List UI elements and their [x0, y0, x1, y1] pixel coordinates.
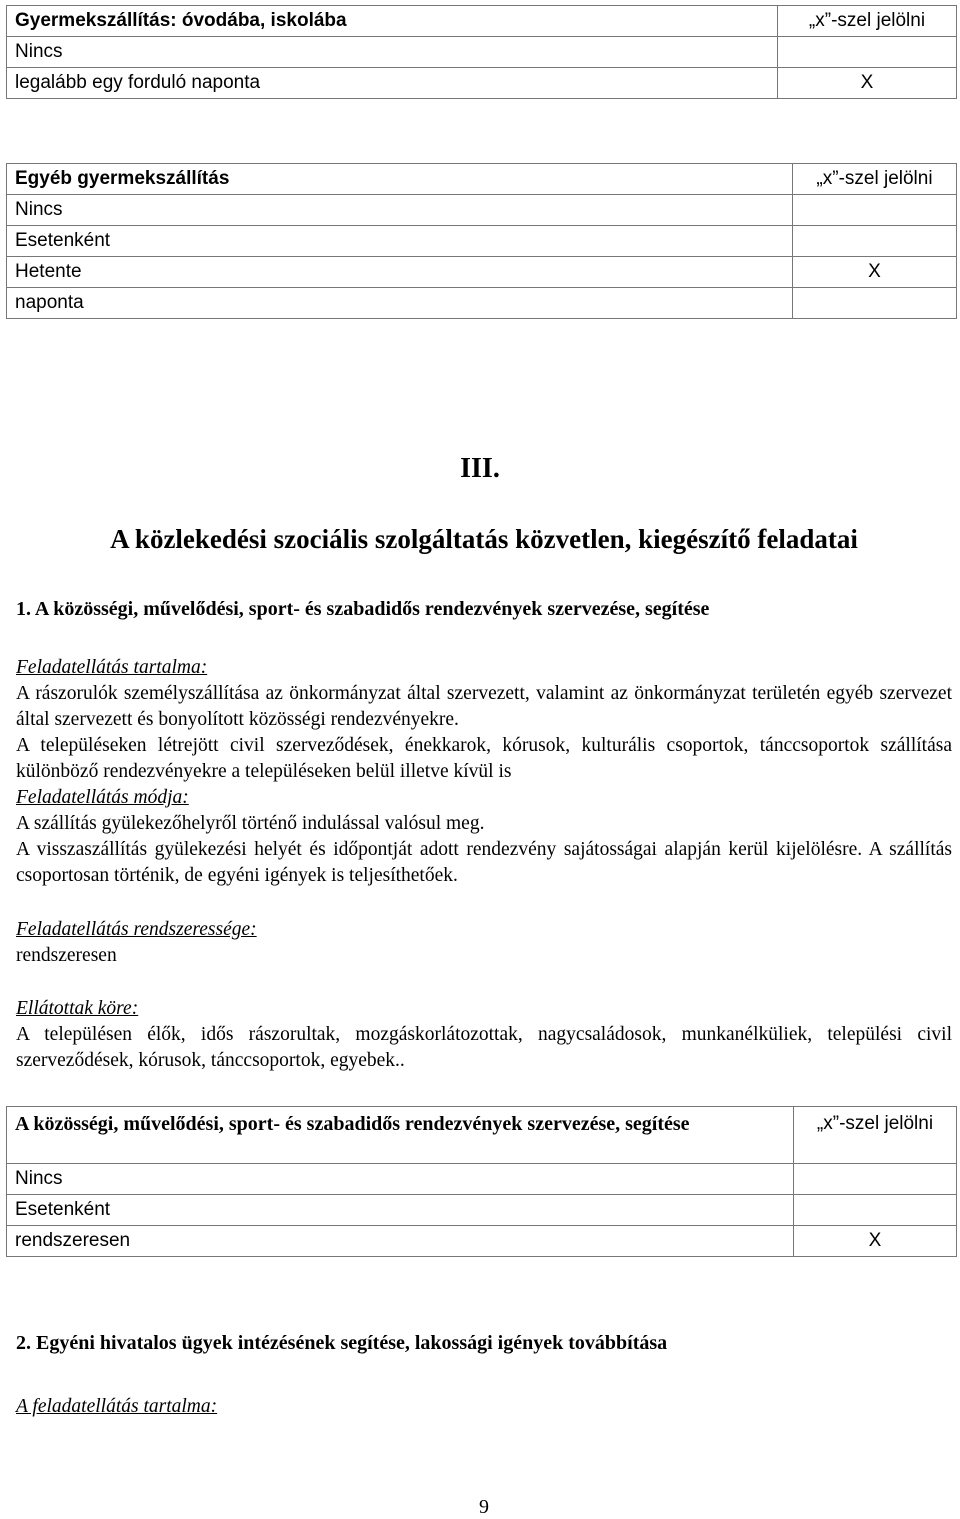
- section-2-body: [16, 1394, 952, 1420]
- table-row: [7, 1164, 957, 1195]
- section-2-title: 2. Egyéni hivatalos ügyek intézésének segítése, lakossági igények továbbítása: [16, 1332, 668, 1354]
- option-label: Esetenként: [7, 226, 793, 257]
- option-mark: X: [793, 257, 957, 288]
- option-mark: X: [794, 1226, 957, 1257]
- chapter-title: A közlekedési szociális szolgáltatás közvetlen, kiegészítő feladatai: [110, 524, 858, 554]
- table-row: [7, 68, 957, 99]
- option-mark: [793, 195, 957, 226]
- page-number: 9: [479, 1496, 489, 1518]
- table-title: A közösségi, művelődési, sport- és szabadidős rendezvények szervezése, segítése: [7, 1107, 794, 1164]
- option-mark: [793, 226, 957, 257]
- mark-header: „x”-szel jelölni: [778, 6, 957, 37]
- table-row: [7, 195, 957, 226]
- option-mark: X: [778, 68, 957, 99]
- table-row: [7, 257, 957, 288]
- content-paragraph-2: A településeken létrejött civil szerveződések, énekkarok, kórusok, kulturális csoportok, tánccsoportok szállítása különböző rendezvényekre a településeken belül illetve kívül is: [16, 735, 952, 782]
- regularity-value: rendszeresen: [16, 945, 117, 966]
- chapter-number: III.: [460, 453, 500, 484]
- section-2-content-label: A feladatellátás tartalma:: [16, 1396, 218, 1417]
- content-label: Feladatellátás tartalma:: [16, 657, 208, 678]
- served-value: A településen élők, idős rászorultak, mozgáskorlátozottak, nagycsaládosok, munkanélküliek, települési civil szerveződések, kórusok, tánccsoportok, egyebek..: [16, 1024, 952, 1071]
- option-label: Nincs: [7, 1164, 794, 1195]
- option-label: naponta: [7, 288, 793, 319]
- table-row: [7, 1226, 957, 1257]
- option-mark: [778, 37, 957, 68]
- regularity-label: Feladatellátás rendszeressége:: [16, 919, 257, 940]
- table-row: [7, 288, 957, 319]
- method-label: Feladatellátás módja:: [16, 787, 189, 808]
- option-label: Hetente: [7, 257, 793, 288]
- table-gyermekszallitas: [6, 5, 957, 99]
- option-label: rendszeresen: [7, 1226, 794, 1257]
- mark-header: „x”-szel jelölni: [794, 1107, 957, 1164]
- served-block: [16, 996, 952, 1074]
- regularity-block: [16, 917, 952, 969]
- table-row: [7, 226, 957, 257]
- table-row: [7, 37, 957, 68]
- option-label: legalább egy forduló naponta: [7, 68, 778, 99]
- method-paragraph-1: A szállítás gyülekezőhelyről történő indulással valósul meg.: [16, 813, 485, 834]
- section-1-body: [16, 655, 952, 889]
- mark-header: „x”-szel jelölni: [793, 164, 957, 195]
- option-mark: [794, 1164, 957, 1195]
- served-label: Ellátottak köre:: [16, 998, 139, 1019]
- content-paragraph-1: A rászorulók személyszállítása az önkormányzat által szervezett, valamint az önkormányzat területén egyéb szervezet által szervezett és bonyolított közösségi rendezvényekre.: [16, 683, 952, 730]
- table-egyeb-gyermekszallitas: [6, 163, 957, 319]
- option-mark: [793, 288, 957, 319]
- section-1-title: 1. A közösségi, művelődési, sport- és szabadidős rendezvények szervezése, segítése: [16, 598, 710, 620]
- option-label: Nincs: [7, 37, 778, 68]
- table-kozossegi-rendezvenyek: [6, 1106, 957, 1257]
- table-title: Egyéb gyermekszállítás: [7, 164, 793, 195]
- option-label: Nincs: [7, 195, 793, 226]
- option-mark: [794, 1195, 957, 1226]
- method-paragraph-2: A visszaszállítás gyülekezési helyét és időpontját adott rendezvény sajátosságai alapján kerül kijelölésre. A szállítás csoportosan történik, de egyéni igények is teljesíthetőek.: [16, 839, 952, 886]
- table-title: Gyermekszállítás: óvodába, iskolába: [7, 6, 778, 37]
- option-label: Esetenként: [7, 1195, 794, 1226]
- table-row: [7, 1195, 957, 1226]
